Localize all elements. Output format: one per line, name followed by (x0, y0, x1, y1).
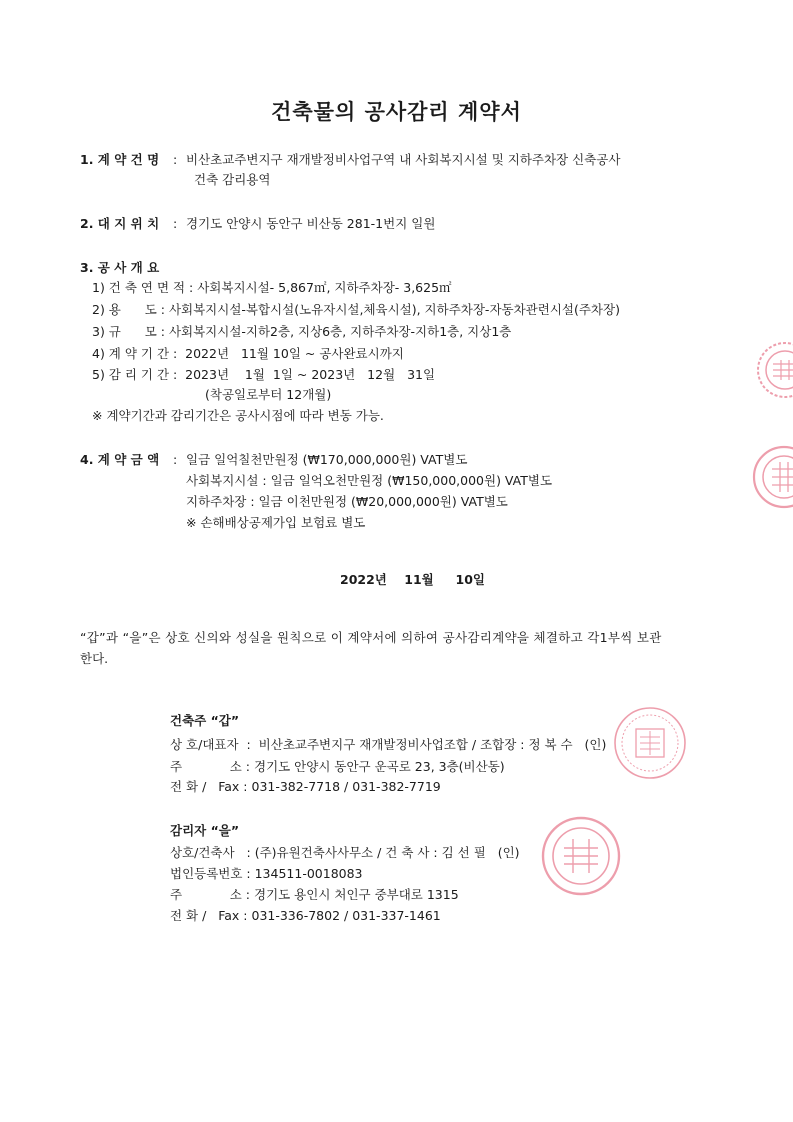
contract-name-line1: 비산초교주변지구 재개발정비사업구역 내 사회복지시설 및 지하주차장 신축공사 (186, 152, 621, 167)
document-title: 건축물의 공사감리 계약서 (271, 100, 522, 124)
contract-amount-total: 일금 일억칠천만원정 (₩170,000,000원) VAT별도 (186, 452, 468, 467)
overview-scale: 3) 규 모 : 사회복지시설-지하2층, 지상6층, 지하주차장-지하1층, 지상1층 (92, 324, 512, 339)
insurance-note: ※ 손해배상공제가입 보험료 별도 (186, 515, 366, 530)
overview-floor-area: 1) 건 축 연 면 적 : 사회복지시설- 5,867㎡, 지하주차장- 3,625㎡ (92, 280, 452, 295)
overview-contract-period: 4) 계 약 기 간 : 2022년 11월 10일 ~ 공사완료시까지 (92, 346, 404, 361)
seal-stamp-right-upper (755, 340, 793, 400)
section-3-label: 3. 공 사 개 요 (80, 260, 160, 275)
section-1-label: 1. 계 약 건 명 (80, 152, 160, 167)
seal-stamp-right-lower (752, 442, 793, 512)
party-a-phone: 전 화 / Fax : 031-382-7718 / 031-382-7719 (170, 779, 441, 794)
party-a-header: 건축주 “갑” (170, 713, 240, 728)
overview-supervision-period: 5) 감 리 기 간 : 2023년 1월 1일 ~ 2023년 12월 31일 (92, 367, 436, 382)
party-a-name: 상 호/대표자 : 비산초교주변지구 재개발정비사업조합 / 조합장 : 정 복 수 (인) (170, 737, 607, 752)
section-2-label: 2. 대 지 위 치 (80, 216, 160, 231)
party-b-name: 상호/건축사 : (주)유원건축사사무소 / 건 축 사 : 김 선 필 (인) (170, 845, 520, 860)
section-4-label: 4. 계 약 금 액 (80, 452, 160, 467)
party-b-header: 감리자 “을” (170, 823, 240, 838)
seal-stamp-party-a (612, 705, 688, 781)
contract-date: 2022년 11월 10일 (340, 572, 485, 587)
party-b-phone: 전 화 / Fax : 031-336-7802 / 031-337-1461 (170, 908, 441, 923)
contract-name-line2: 건축 감리용역 (194, 172, 271, 187)
section-2-separator: : (173, 216, 178, 231)
section-4-separator: : (173, 452, 178, 467)
agreement-text-line1: “갑”과 “을”은 상호 신의와 성실을 원칙으로 이 계약서에 의하여 공사감리계약을 체결하고 각1부씩 보관 (80, 630, 662, 645)
party-a-address: 주 소 : 경기도 안양시 동안구 운곡로 23, 3층(비산동) (170, 759, 505, 774)
contract-amount-welfare: 사회복지시설 : 일금 일억오천만원정 (₩150,000,000원) VAT별도 (186, 473, 553, 488)
site-location: 경기도 안양시 동안구 비산동 281-1번지 일원 (186, 216, 436, 231)
agreement-text-line2: 한다. (80, 651, 109, 666)
period-change-note: ※ 계약기간과 감리기간은 공사시점에 따라 변동 가능. (92, 408, 384, 423)
seal-stamp-party-b (540, 815, 622, 897)
supervision-period-note: (착공일로부터 12개월) (205, 387, 332, 402)
contract-amount-parking: 지하주차장 : 일금 이천만원정 (₩20,000,000원) VAT별도 (186, 494, 508, 509)
overview-usage: 2) 용 도 : 사회복지시설-복합시설(노유자시설,체육시설), 지하주차장-자동차관련시설(주차장) (92, 302, 620, 317)
section-1-separator: : (173, 152, 178, 167)
party-b-registration: 법인등록번호 : 134511-0018083 (170, 866, 363, 881)
party-b-address: 주 소 : 경기도 용인시 처인구 중부대로 1315 (170, 887, 459, 902)
